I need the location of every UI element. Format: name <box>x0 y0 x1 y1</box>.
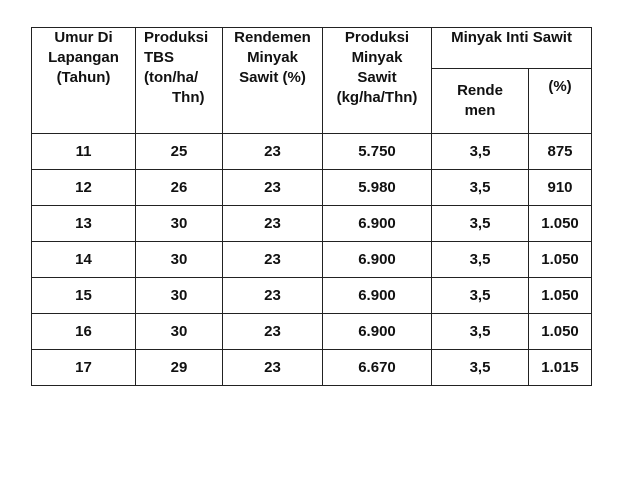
header-text: Rende <box>457 82 503 99</box>
header-produksi-minyak-sawit <box>323 28 432 134</box>
header-text: Thn) <box>172 89 205 106</box>
header-sub-rendemen <box>432 69 529 134</box>
cell-persen-inti: 875 <box>529 134 592 170</box>
cell-produksi-minyak: 6.900 <box>323 206 432 242</box>
cell-produksi-tbs: 29 <box>136 350 223 386</box>
header-text: Rendemen <box>234 29 311 46</box>
table-row <box>32 242 592 278</box>
table-row <box>32 170 592 206</box>
header-rendemen-minyak-sawit <box>223 28 323 134</box>
header-text: Sawit (%) <box>239 69 306 86</box>
cell-umur: 13 <box>32 206 136 242</box>
header-row-main <box>32 28 592 69</box>
cell-produksi-minyak: 6.670 <box>323 350 432 386</box>
cell-produksi-tbs: 26 <box>136 170 223 206</box>
header-umur-lapangan <box>32 28 136 134</box>
header-text: TBS <box>144 49 174 66</box>
table-row <box>32 206 592 242</box>
cell-rendemen-inti: 3,5 <box>432 134 529 170</box>
cell-produksi-minyak: 6.900 <box>323 278 432 314</box>
cell-rendemen-inti: 3,5 <box>432 242 529 278</box>
cell-rendemen-minyak: 23 <box>223 170 323 206</box>
cell-umur: 16 <box>32 314 136 350</box>
header-sub-persen: (%) <box>529 69 592 134</box>
header-text: men <box>464 102 496 119</box>
yield-table <box>31 27 592 386</box>
cell-rendemen-inti: 3,5 <box>432 170 529 206</box>
table-row <box>32 134 592 170</box>
cell-produksi-tbs: 30 <box>136 314 223 350</box>
header-minyak-inti-sawit: Minyak Inti Sawit <box>432 28 592 69</box>
header-text: (kg/ha/Thn) <box>336 89 418 106</box>
cell-umur: 12 <box>32 170 136 206</box>
cell-rendemen-inti: 3,5 <box>432 314 529 350</box>
header-text: Umur Di <box>54 29 113 46</box>
cell-persen-inti: 910 <box>529 170 592 206</box>
cell-produksi-tbs: 30 <box>136 206 223 242</box>
cell-persen-inti: 1.015 <box>529 350 592 386</box>
cell-produksi-minyak: 6.900 <box>323 314 432 350</box>
table-row <box>32 314 592 350</box>
header-text: (ton/ha/ <box>144 69 199 86</box>
table-row <box>32 278 592 314</box>
cell-umur: 17 <box>32 350 136 386</box>
cell-produksi-minyak: 5.980 <box>323 170 432 206</box>
cell-produksi-tbs: 30 <box>136 278 223 314</box>
header-text: (Tahun) <box>56 69 111 86</box>
cell-persen-inti: 1.050 <box>529 206 592 242</box>
header-text: Sawit <box>357 69 397 86</box>
header-text: Minyak <box>247 49 298 66</box>
cell-rendemen-minyak: 23 <box>223 350 323 386</box>
cell-produksi-minyak: 5.750 <box>323 134 432 170</box>
header-text: Lapangan <box>48 49 119 66</box>
cell-produksi-minyak: 6.900 <box>323 242 432 278</box>
cell-rendemen-minyak: 23 <box>223 134 323 170</box>
cell-umur: 15 <box>32 278 136 314</box>
cell-persen-inti: 1.050 <box>529 242 592 278</box>
cell-produksi-tbs: 25 <box>136 134 223 170</box>
cell-rendemen-inti: 3,5 <box>432 350 529 386</box>
cell-produksi-tbs: 30 <box>136 242 223 278</box>
cell-rendemen-inti: 3,5 <box>432 278 529 314</box>
header-produksi-tbs <box>136 28 223 134</box>
cell-rendemen-minyak: 23 <box>223 242 323 278</box>
header-text: Produksi <box>144 29 209 46</box>
header-text: Produksi <box>344 29 410 46</box>
cell-rendemen-minyak: 23 <box>223 278 323 314</box>
cell-rendemen-minyak: 23 <box>223 314 323 350</box>
cell-rendemen-minyak: 23 <box>223 206 323 242</box>
header-text: Minyak <box>351 49 403 66</box>
cell-rendemen-inti: 3,5 <box>432 206 529 242</box>
cell-persen-inti: 1.050 <box>529 278 592 314</box>
table-row <box>32 350 592 386</box>
cell-persen-inti: 1.050 <box>529 314 592 350</box>
cell-umur: 11 <box>32 134 136 170</box>
cell-umur: 14 <box>32 242 136 278</box>
